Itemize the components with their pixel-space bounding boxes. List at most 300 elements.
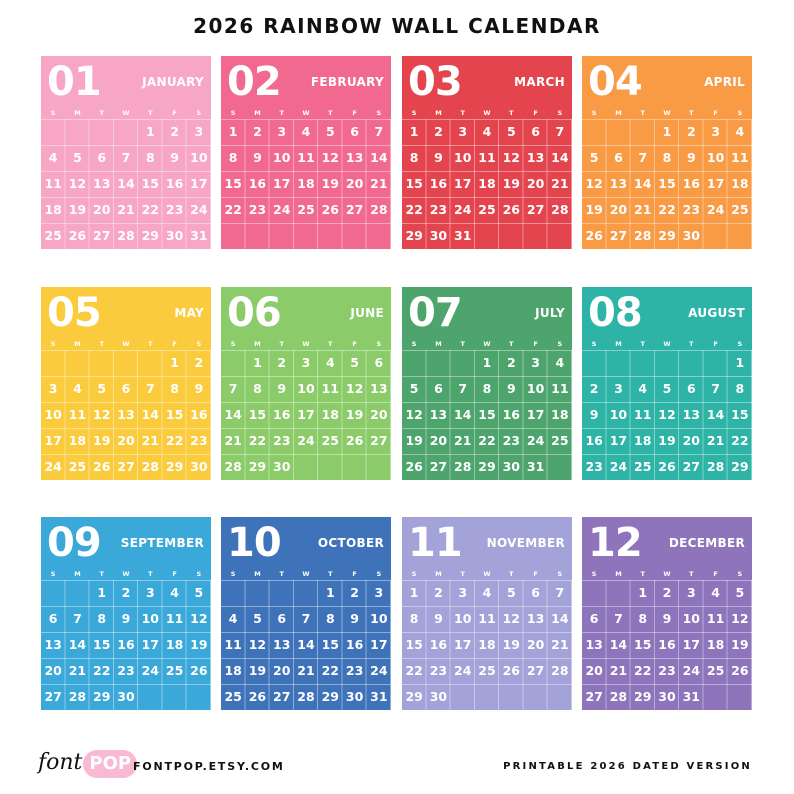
- day-cell: 9: [170, 150, 179, 165]
- version-label: PRINTABLE 2026 DATED VERSION: [503, 761, 752, 772]
- day-cell: 2: [170, 124, 179, 139]
- day-cell: 13: [526, 150, 545, 165]
- weekday-label: T: [640, 340, 645, 348]
- day-cell: 2: [434, 124, 443, 139]
- weekday-label: S: [50, 570, 56, 578]
- day-cell: 8: [409, 150, 419, 165]
- weekday-label: M: [74, 109, 81, 117]
- day-cell: 15: [165, 407, 184, 422]
- day-cell: 22: [93, 663, 111, 678]
- day-cell: 29: [248, 459, 267, 474]
- day-cell: 28: [551, 663, 569, 678]
- day-cell: 23: [658, 663, 676, 678]
- day-cell: 30: [585, 485, 603, 500]
- day-cell: 13: [429, 407, 448, 422]
- weekday-label: M: [74, 340, 81, 348]
- day-cell: 12: [658, 407, 676, 422]
- month-july: [402, 287, 572, 480]
- day-cell: 3: [711, 124, 720, 139]
- weekday-label: S: [50, 340, 56, 348]
- day-cell: 30: [190, 459, 208, 474]
- day-cell: 16: [345, 637, 364, 652]
- day-cell: 1: [735, 355, 745, 370]
- weekday-label: M: [254, 340, 261, 348]
- month-number: 02: [227, 59, 281, 105]
- day-grid: [41, 350, 211, 500]
- day-cell: 27: [345, 202, 364, 217]
- day-cell: 20: [682, 433, 700, 448]
- day-cell: 25: [731, 202, 749, 217]
- day-cell: 28: [609, 689, 628, 704]
- day-cell: 7: [121, 150, 131, 165]
- day-cell: 18: [731, 176, 749, 191]
- day-cell: 16: [585, 433, 603, 448]
- day-cell: 25: [297, 202, 315, 217]
- weekday-label: T: [148, 570, 153, 578]
- day-cell: 7: [638, 150, 648, 165]
- day-cell: 17: [297, 407, 315, 422]
- weekday-label: W: [483, 570, 491, 578]
- day-cell: 1: [409, 124, 419, 139]
- weekday-label: W: [663, 570, 671, 578]
- day-cell: 26: [405, 459, 423, 474]
- day-cell: 17: [609, 433, 628, 448]
- weekday-label: S: [411, 109, 417, 117]
- day-cell: 6: [350, 124, 359, 139]
- day-cell: 12: [68, 176, 87, 191]
- day-cell: 10: [706, 150, 725, 165]
- day-cell: 10: [609, 407, 628, 422]
- day-cell: 27: [682, 459, 700, 474]
- day-cell: 6: [374, 355, 384, 370]
- weekday-header-row: [41, 338, 211, 350]
- month-february: [221, 56, 391, 249]
- day-cell: 22: [478, 433, 496, 448]
- day-cell: 17: [454, 176, 472, 191]
- day-cell: 6: [97, 150, 107, 165]
- day-cell: 24: [526, 433, 545, 448]
- day-cell: 30: [658, 689, 676, 704]
- day-cell: 5: [73, 150, 82, 165]
- day-cell: 11: [478, 150, 496, 165]
- day-cell: 6: [614, 150, 623, 165]
- day-cell: 9: [277, 381, 287, 396]
- day-cell: 24: [609, 459, 628, 474]
- day-cell: 10: [44, 407, 62, 422]
- month-number: 04: [588, 59, 642, 105]
- day-cell: 13: [526, 611, 545, 626]
- day-grid: [41, 119, 211, 249]
- day-cell: 26: [502, 663, 520, 678]
- month-number: 08: [588, 290, 642, 336]
- day-cell: 29: [478, 459, 496, 474]
- day-cell: 29: [321, 689, 339, 704]
- weekday-label: M: [74, 570, 81, 578]
- day-cell: 18: [634, 433, 652, 448]
- day-cell: 11: [706, 611, 725, 626]
- day-cell: 18: [706, 637, 725, 652]
- day-cell: 28: [141, 459, 159, 474]
- day-cell: 22: [634, 663, 652, 678]
- weekday-label: W: [122, 570, 130, 578]
- day-cell: 2: [121, 585, 131, 600]
- day-cell: 29: [634, 689, 652, 704]
- day-cell: 14: [551, 611, 569, 626]
- day-cell: 2: [194, 355, 204, 370]
- day-cell: 2: [350, 585, 359, 600]
- weekday-label: M: [615, 340, 622, 348]
- day-cell: 6: [434, 381, 443, 396]
- day-cell: 15: [731, 407, 749, 422]
- day-cell: 17: [706, 176, 725, 191]
- day-cell: 11: [551, 381, 569, 396]
- weekday-label: F: [172, 340, 177, 348]
- month-number: 06: [227, 290, 281, 336]
- day-cell: 28: [224, 459, 242, 474]
- day-cell: 10: [682, 611, 700, 626]
- day-cell: 24: [297, 433, 315, 448]
- day-cell: 4: [711, 585, 720, 600]
- day-cell: 31: [190, 228, 208, 243]
- month-april: [582, 56, 752, 249]
- weekday-label: T: [99, 570, 104, 578]
- day-cell: 11: [297, 150, 315, 165]
- weekday-label: F: [713, 570, 718, 578]
- day-cell: 13: [585, 637, 603, 652]
- day-cell: 15: [321, 637, 339, 652]
- day-cell: 9: [253, 150, 262, 165]
- day-cell: 27: [370, 433, 388, 448]
- weekday-label: M: [435, 109, 442, 117]
- weekday-header-row: [582, 107, 752, 119]
- day-cell: 26: [248, 689, 267, 704]
- day-cell: 22: [248, 433, 267, 448]
- day-cell: 15: [224, 176, 242, 191]
- day-cell: 13: [370, 381, 388, 396]
- weekday-label: S: [376, 340, 382, 348]
- day-cell: 3: [531, 355, 540, 370]
- weekday-label: W: [663, 109, 671, 117]
- day-cell: 23: [165, 202, 184, 217]
- day-cell: 4: [48, 150, 58, 165]
- day-cell: 4: [555, 355, 565, 370]
- day-cell: 21: [454, 433, 472, 448]
- day-cell: 15: [634, 637, 652, 652]
- day-cell: 17: [141, 637, 159, 652]
- day-cell: 16: [658, 637, 676, 652]
- day-cell: 1: [145, 124, 155, 139]
- day-cell: 19: [321, 176, 339, 191]
- day-cell: 20: [370, 407, 388, 422]
- day-cell: 26: [731, 663, 749, 678]
- weekday-label: F: [713, 340, 718, 348]
- day-cell: 16: [117, 637, 135, 652]
- day-cell: 6: [48, 611, 58, 626]
- day-cell: 24: [190, 202, 208, 217]
- day-grid: [221, 119, 391, 249]
- day-cell: 20: [585, 663, 603, 678]
- day-cell: 26: [321, 202, 339, 217]
- day-cell: 25: [68, 459, 87, 474]
- weekday-label: T: [328, 340, 333, 348]
- day-cell: 12: [731, 611, 749, 626]
- day-cell: 7: [228, 381, 238, 396]
- day-cell: 5: [350, 355, 359, 370]
- day-cell: 2: [686, 124, 696, 139]
- weekday-header-row: [582, 338, 752, 350]
- day-cell: 21: [706, 433, 725, 448]
- weekday-label: T: [460, 570, 465, 578]
- day-cell: 26: [658, 459, 676, 474]
- day-cell: 19: [405, 433, 423, 448]
- day-cell: 3: [374, 585, 384, 600]
- day-cell: 30: [502, 459, 520, 474]
- day-cell: 25: [321, 433, 339, 448]
- day-cell: 23: [273, 433, 291, 448]
- day-grid: [402, 119, 572, 249]
- day-cell: 23: [117, 663, 135, 678]
- month-number: 01: [47, 59, 101, 105]
- day-cell: 28: [297, 689, 315, 704]
- day-cell: 14: [68, 637, 87, 652]
- weekday-label: S: [230, 109, 236, 117]
- day-cell: 24: [706, 202, 725, 217]
- day-cell: 19: [345, 407, 364, 422]
- day-cell: 21: [551, 176, 569, 191]
- day-cell: 11: [68, 407, 87, 422]
- weekday-label: T: [509, 109, 514, 117]
- day-cell: 9: [121, 611, 131, 626]
- day-cell: 28: [68, 689, 87, 704]
- day-cell: 7: [73, 611, 82, 626]
- weekday-label: S: [230, 570, 236, 578]
- weekday-header-row: [41, 568, 211, 580]
- day-cell: 6: [531, 585, 540, 600]
- day-cell: 9: [350, 611, 359, 626]
- weekday-label: T: [640, 570, 645, 578]
- day-cell: 8: [409, 611, 419, 626]
- weekday-label: S: [737, 570, 743, 578]
- day-cell: 13: [609, 176, 628, 191]
- month-number: 10: [227, 520, 281, 566]
- day-cell: 20: [44, 663, 62, 678]
- day-grid: [402, 350, 572, 480]
- day-cell: 11: [731, 150, 749, 165]
- day-cell: 21: [551, 637, 569, 652]
- day-grid: [221, 350, 391, 480]
- day-cell: 19: [93, 433, 111, 448]
- day-cell: 28: [706, 459, 725, 474]
- weekday-label: S: [557, 570, 563, 578]
- day-cell: 4: [638, 381, 648, 396]
- month-number: 07: [408, 290, 462, 336]
- day-cell: 4: [482, 124, 492, 139]
- weekday-label: W: [122, 109, 130, 117]
- day-cell: 30: [682, 228, 700, 243]
- day-cell: 23: [682, 202, 700, 217]
- day-cell: 13: [117, 407, 135, 422]
- weekday-label: T: [279, 570, 284, 578]
- day-cell: 9: [506, 381, 516, 396]
- day-cell: 17: [370, 637, 388, 652]
- day-cell: 14: [454, 407, 472, 422]
- day-cell: 3: [458, 585, 468, 600]
- month-january: [41, 56, 211, 249]
- day-cell: 27: [526, 202, 545, 217]
- weekday-label: T: [279, 340, 284, 348]
- day-cell: 15: [93, 637, 111, 652]
- day-cell: 19: [585, 202, 603, 217]
- day-cell: 7: [374, 124, 384, 139]
- day-cell: 22: [165, 433, 184, 448]
- day-cell: 5: [506, 585, 516, 600]
- day-cell: 7: [145, 381, 155, 396]
- day-cell: 2: [434, 585, 443, 600]
- shop-url: FONTPOP.ETSY.COM: [133, 760, 285, 773]
- day-cell: 30: [429, 228, 448, 243]
- weekday-label: W: [663, 340, 671, 348]
- day-grid: [582, 119, 752, 249]
- day-cell: 29: [93, 689, 111, 704]
- day-cell: 23: [502, 433, 520, 448]
- weekday-header-row: [402, 107, 572, 119]
- day-cell: 8: [482, 381, 492, 396]
- day-cell: 8: [145, 150, 155, 165]
- day-cell: 18: [165, 637, 184, 652]
- day-cell: 29: [405, 689, 423, 704]
- day-cell: 22: [405, 202, 423, 217]
- day-cell: 10: [297, 381, 315, 396]
- day-cell: 31: [609, 485, 628, 500]
- month-august: [582, 287, 752, 500]
- weekday-label: S: [50, 109, 56, 117]
- day-cell: 12: [345, 381, 364, 396]
- day-cell: 17: [273, 176, 291, 191]
- logo-font-text: font: [38, 750, 83, 775]
- weekday-label: W: [483, 340, 491, 348]
- weekday-label: S: [411, 340, 417, 348]
- day-cell: 25: [706, 663, 725, 678]
- weekday-label: T: [328, 570, 333, 578]
- day-cell: 14: [370, 150, 388, 165]
- day-cell: 27: [526, 663, 545, 678]
- day-cell: 7: [555, 585, 565, 600]
- weekday-header-row: [582, 568, 752, 580]
- day-cell: 25: [478, 202, 496, 217]
- day-cell: 28: [117, 228, 135, 243]
- day-cell: 1: [170, 355, 179, 370]
- day-cell: 7: [301, 611, 311, 626]
- day-cell: 10: [454, 611, 472, 626]
- day-cell: 25: [478, 663, 496, 678]
- day-cell: 19: [248, 663, 267, 678]
- day-cell: 19: [731, 637, 749, 652]
- day-cell: 18: [68, 433, 87, 448]
- day-cell: 3: [686, 585, 696, 600]
- day-cell: 23: [190, 433, 208, 448]
- day-cell: 23: [345, 663, 364, 678]
- weekday-label: T: [509, 570, 514, 578]
- month-number: 05: [47, 290, 101, 336]
- day-cell: 11: [634, 407, 652, 422]
- day-cell: 16: [248, 176, 267, 191]
- day-cell: 6: [686, 381, 696, 396]
- day-cell: 3: [145, 585, 155, 600]
- day-cell: 25: [634, 459, 652, 474]
- weekday-label: T: [689, 109, 694, 117]
- day-cell: 18: [321, 407, 339, 422]
- weekday-label: M: [615, 109, 622, 117]
- day-cell: 16: [682, 176, 700, 191]
- day-cell: 1: [409, 585, 419, 600]
- weekday-label: T: [279, 109, 284, 117]
- day-cell: 4: [228, 611, 238, 626]
- day-cell: 19: [190, 637, 208, 652]
- weekday-label: M: [435, 340, 442, 348]
- day-cell: 14: [117, 176, 135, 191]
- day-cell: 21: [224, 433, 242, 448]
- day-cell: 12: [321, 150, 339, 165]
- day-grid: [402, 580, 572, 710]
- weekday-header-row: [221, 338, 391, 350]
- month-name: JUNE: [350, 306, 384, 320]
- day-cell: 20: [117, 433, 135, 448]
- weekday-label: F: [533, 570, 538, 578]
- weekday-label: T: [460, 109, 465, 117]
- weekday-label: T: [328, 109, 333, 117]
- weekday-label: T: [689, 570, 694, 578]
- day-cell: 16: [502, 407, 520, 422]
- day-cell: 22: [658, 202, 676, 217]
- weekday-header-row: [221, 568, 391, 580]
- day-cell: 8: [662, 150, 672, 165]
- weekday-label: F: [352, 570, 357, 578]
- day-cell: 5: [97, 381, 107, 396]
- day-cell: 25: [44, 228, 62, 243]
- day-cell: 27: [585, 689, 603, 704]
- weekday-label: S: [376, 109, 382, 117]
- day-cell: 27: [44, 689, 62, 704]
- weekday-label: T: [148, 340, 153, 348]
- weekday-label: S: [376, 570, 382, 578]
- day-cell: 31: [454, 228, 472, 243]
- day-cell: 22: [224, 202, 242, 217]
- day-cell: 5: [194, 585, 204, 600]
- day-cell: 4: [73, 381, 82, 396]
- day-cell: 4: [170, 585, 179, 600]
- day-cell: 28: [454, 459, 472, 474]
- day-cell: 13: [44, 637, 62, 652]
- day-cell: 14: [224, 407, 242, 422]
- day-cell: 18: [44, 202, 62, 217]
- weekday-label: S: [591, 570, 597, 578]
- day-cell: 3: [614, 381, 623, 396]
- day-cell: 31: [682, 689, 700, 704]
- day-cell: 12: [585, 176, 603, 191]
- weekday-header-row: [221, 107, 391, 119]
- day-cell: 7: [614, 611, 623, 626]
- day-cell: 22: [321, 663, 339, 678]
- weekday-label: S: [591, 109, 597, 117]
- day-cell: 13: [93, 176, 111, 191]
- weekday-label: S: [196, 570, 202, 578]
- day-cell: 29: [165, 459, 184, 474]
- day-cell: 29: [658, 228, 676, 243]
- day-cell: 20: [345, 176, 364, 191]
- day-cell: 6: [277, 611, 287, 626]
- day-cell: 25: [551, 433, 569, 448]
- day-cell: 4: [301, 124, 311, 139]
